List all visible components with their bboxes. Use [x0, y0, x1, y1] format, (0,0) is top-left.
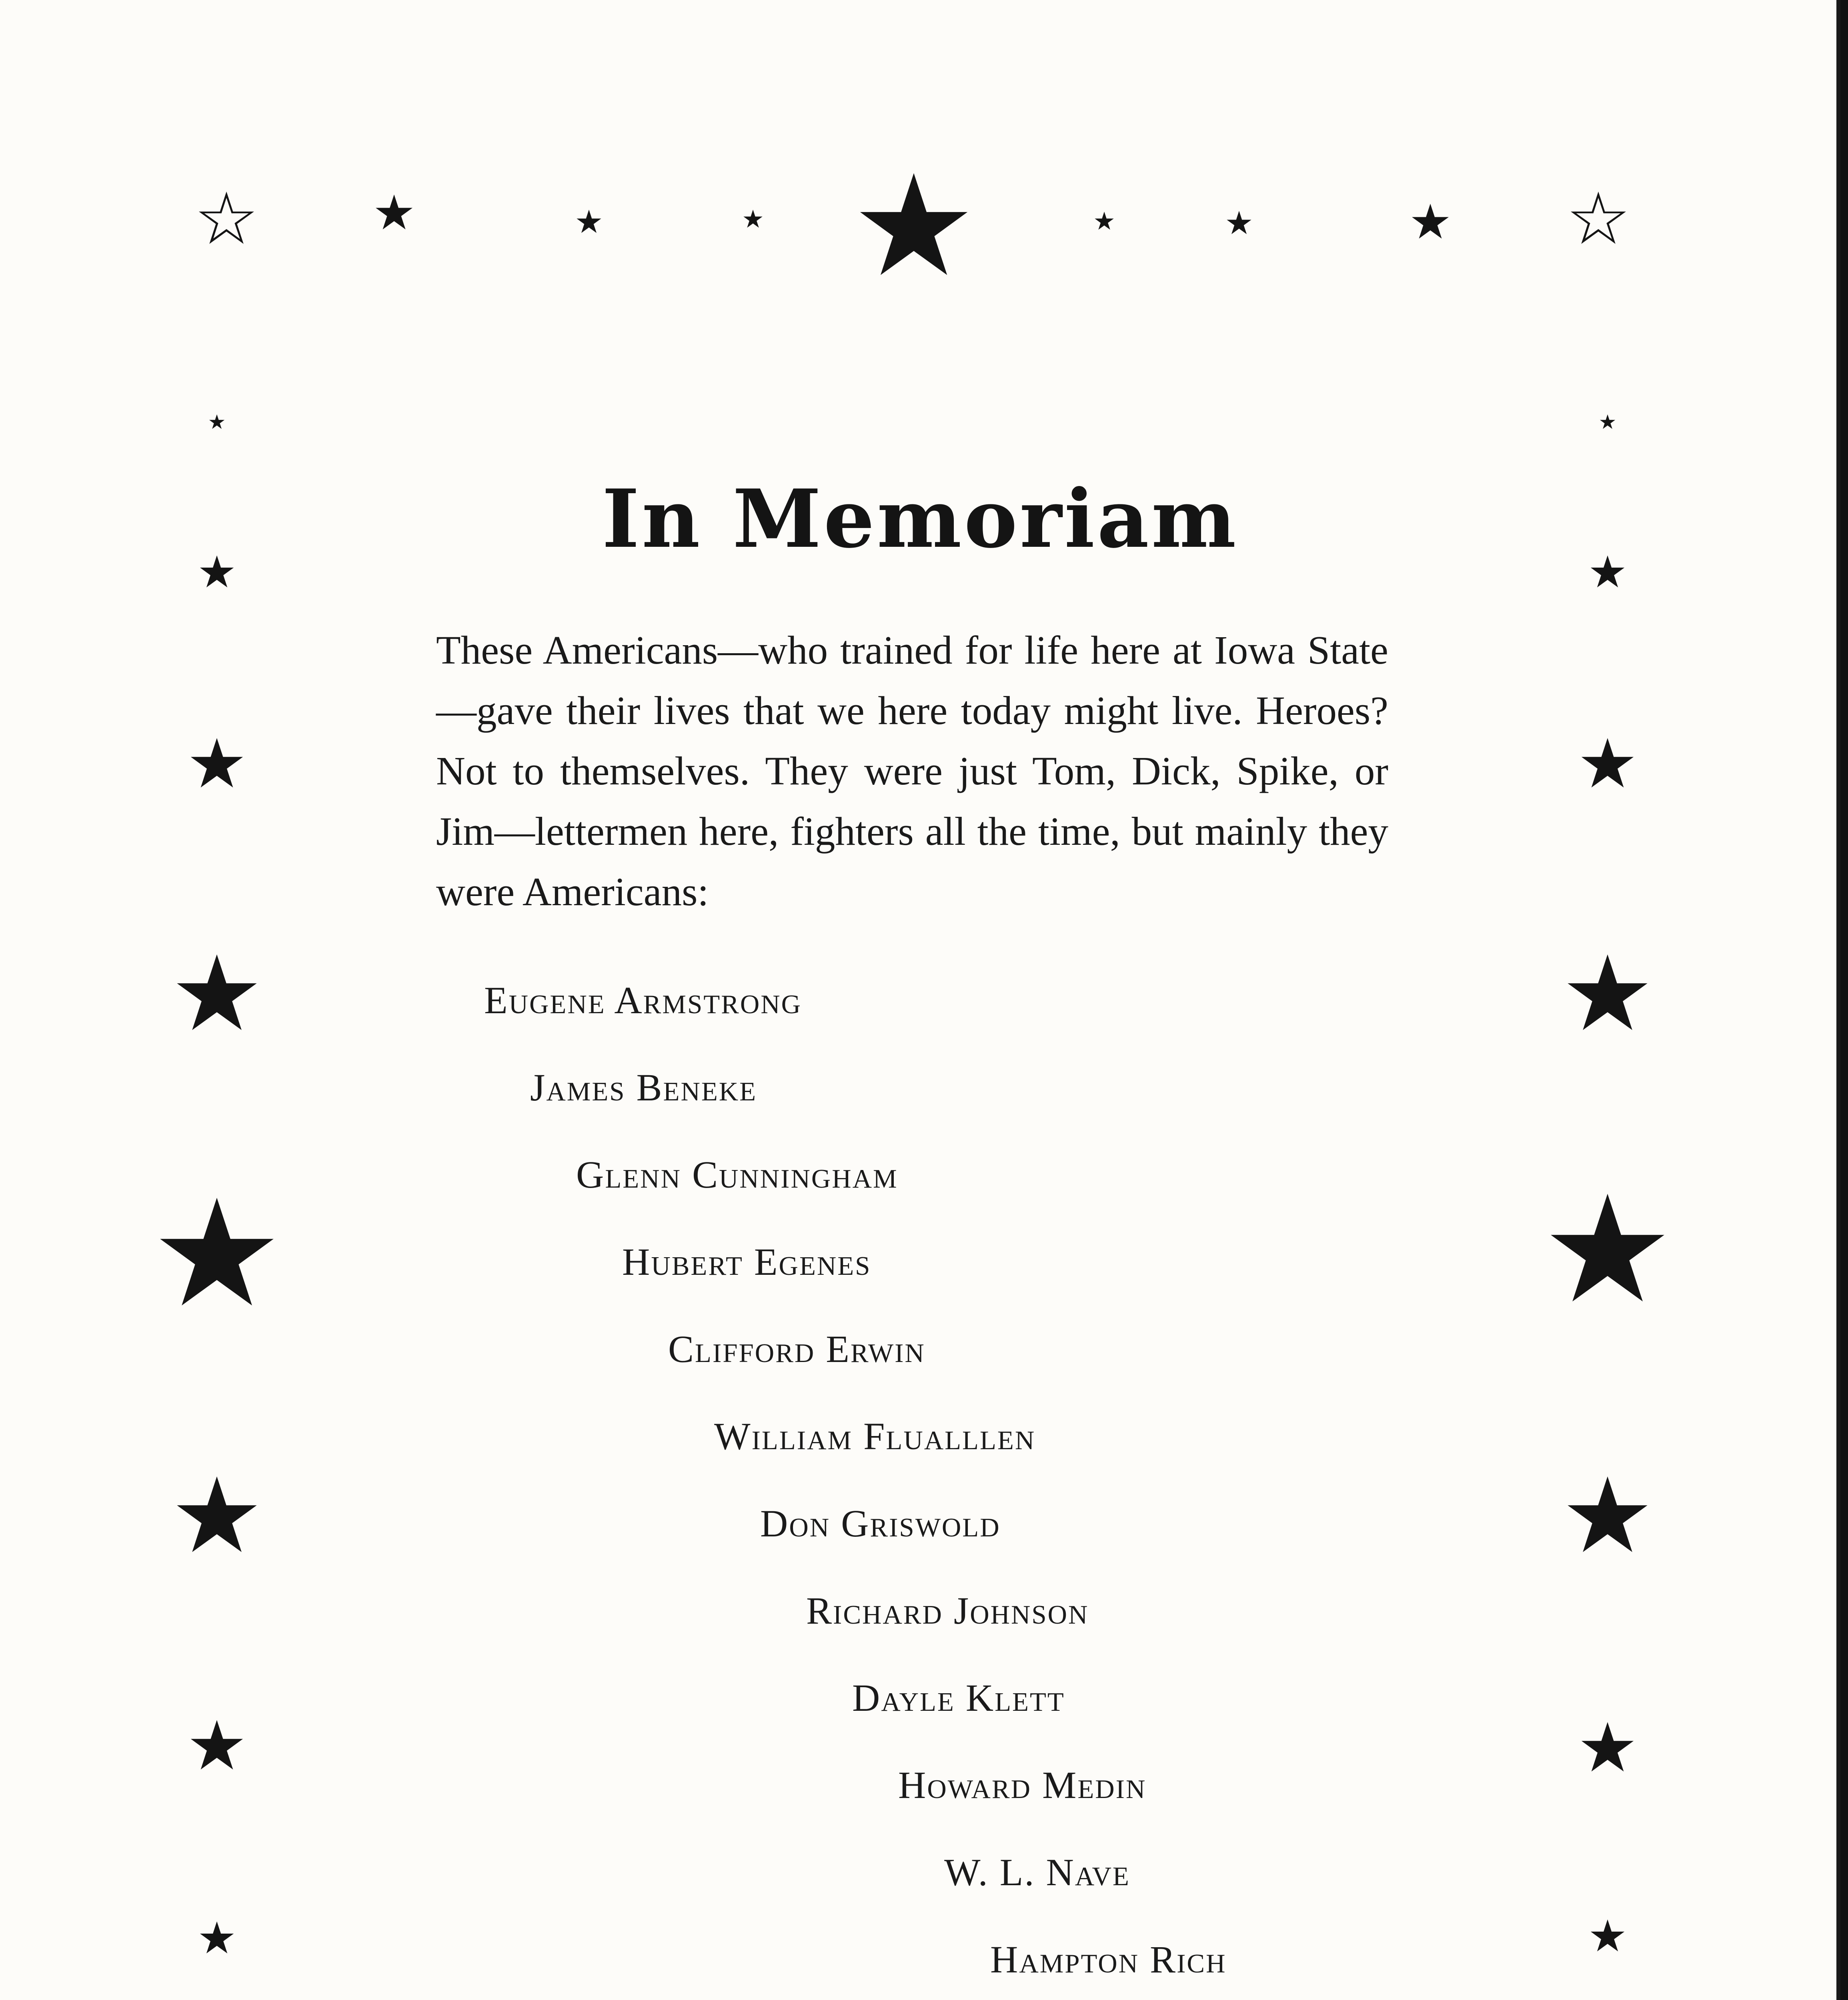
star-icon: ★: [197, 1912, 237, 1964]
memorial-name: Hubert Egenes: [622, 1240, 871, 1283]
star-icon: ★: [150, 1168, 283, 1340]
star-icon: ★: [1577, 1708, 1638, 1788]
star-icon: ★: [186, 1706, 248, 1786]
memorial-name: James Beneke: [530, 1066, 757, 1109]
memorial-name: William Flualllen: [714, 1415, 1036, 1458]
star-icon: ★: [742, 204, 764, 234]
star-icon: ★: [851, 144, 977, 308]
star-icon: ★: [170, 1456, 264, 1576]
star-icon: ★: [1093, 206, 1115, 236]
memorial-name: Eugene Armstrong: [484, 979, 802, 1022]
memorial-name: Glenn Cunningham: [576, 1153, 898, 1196]
star-icon: ★: [186, 724, 248, 804]
star-icon: ★: [1541, 1164, 1674, 1336]
star-icon: ★: [1577, 724, 1638, 804]
memorial-name: Hampton Rich: [990, 1938, 1227, 1981]
star-icon: ★: [1561, 1456, 1654, 1576]
star-icon: ★: [1561, 934, 1654, 1054]
memorial-name: Dayle Klett: [852, 1676, 1065, 1719]
memorial-name: Clifford Erwin: [668, 1328, 925, 1370]
memorial-name: Richard Johnson: [806, 1589, 1089, 1632]
memorial-name: Howard Medin: [898, 1764, 1147, 1806]
memorial-name: Don Griswold: [760, 1502, 1001, 1545]
star-icon: ★: [372, 185, 416, 241]
page-title: In Memoriam: [602, 472, 1239, 566]
star-icon: ★: [1598, 410, 1617, 434]
star-icon: ★: [1225, 204, 1253, 242]
star-icon: ★: [1409, 194, 1452, 250]
star-icon: ★: [1588, 546, 1628, 598]
intro-paragraph: These Americans—who trained for life here at Iowa State—gave their lives that we here today might live. Heroes? Not to themselves. They were just Tom, Dick, Spike, or Jim—lettermen here, fighters all the time, but mainly they were Americans:: [436, 628, 1388, 914]
memorial-name: W. L. Nave: [944, 1851, 1130, 1894]
star-icon: ★: [197, 546, 237, 598]
outline-star-icon: ☆: [1566, 177, 1631, 261]
star-icon: ★: [575, 203, 603, 240]
star-icon: ★: [170, 934, 264, 1054]
outline-star-icon: ☆: [194, 177, 259, 261]
star-icon: ★: [1588, 1910, 1628, 1962]
star-icon: ★: [208, 410, 226, 434]
